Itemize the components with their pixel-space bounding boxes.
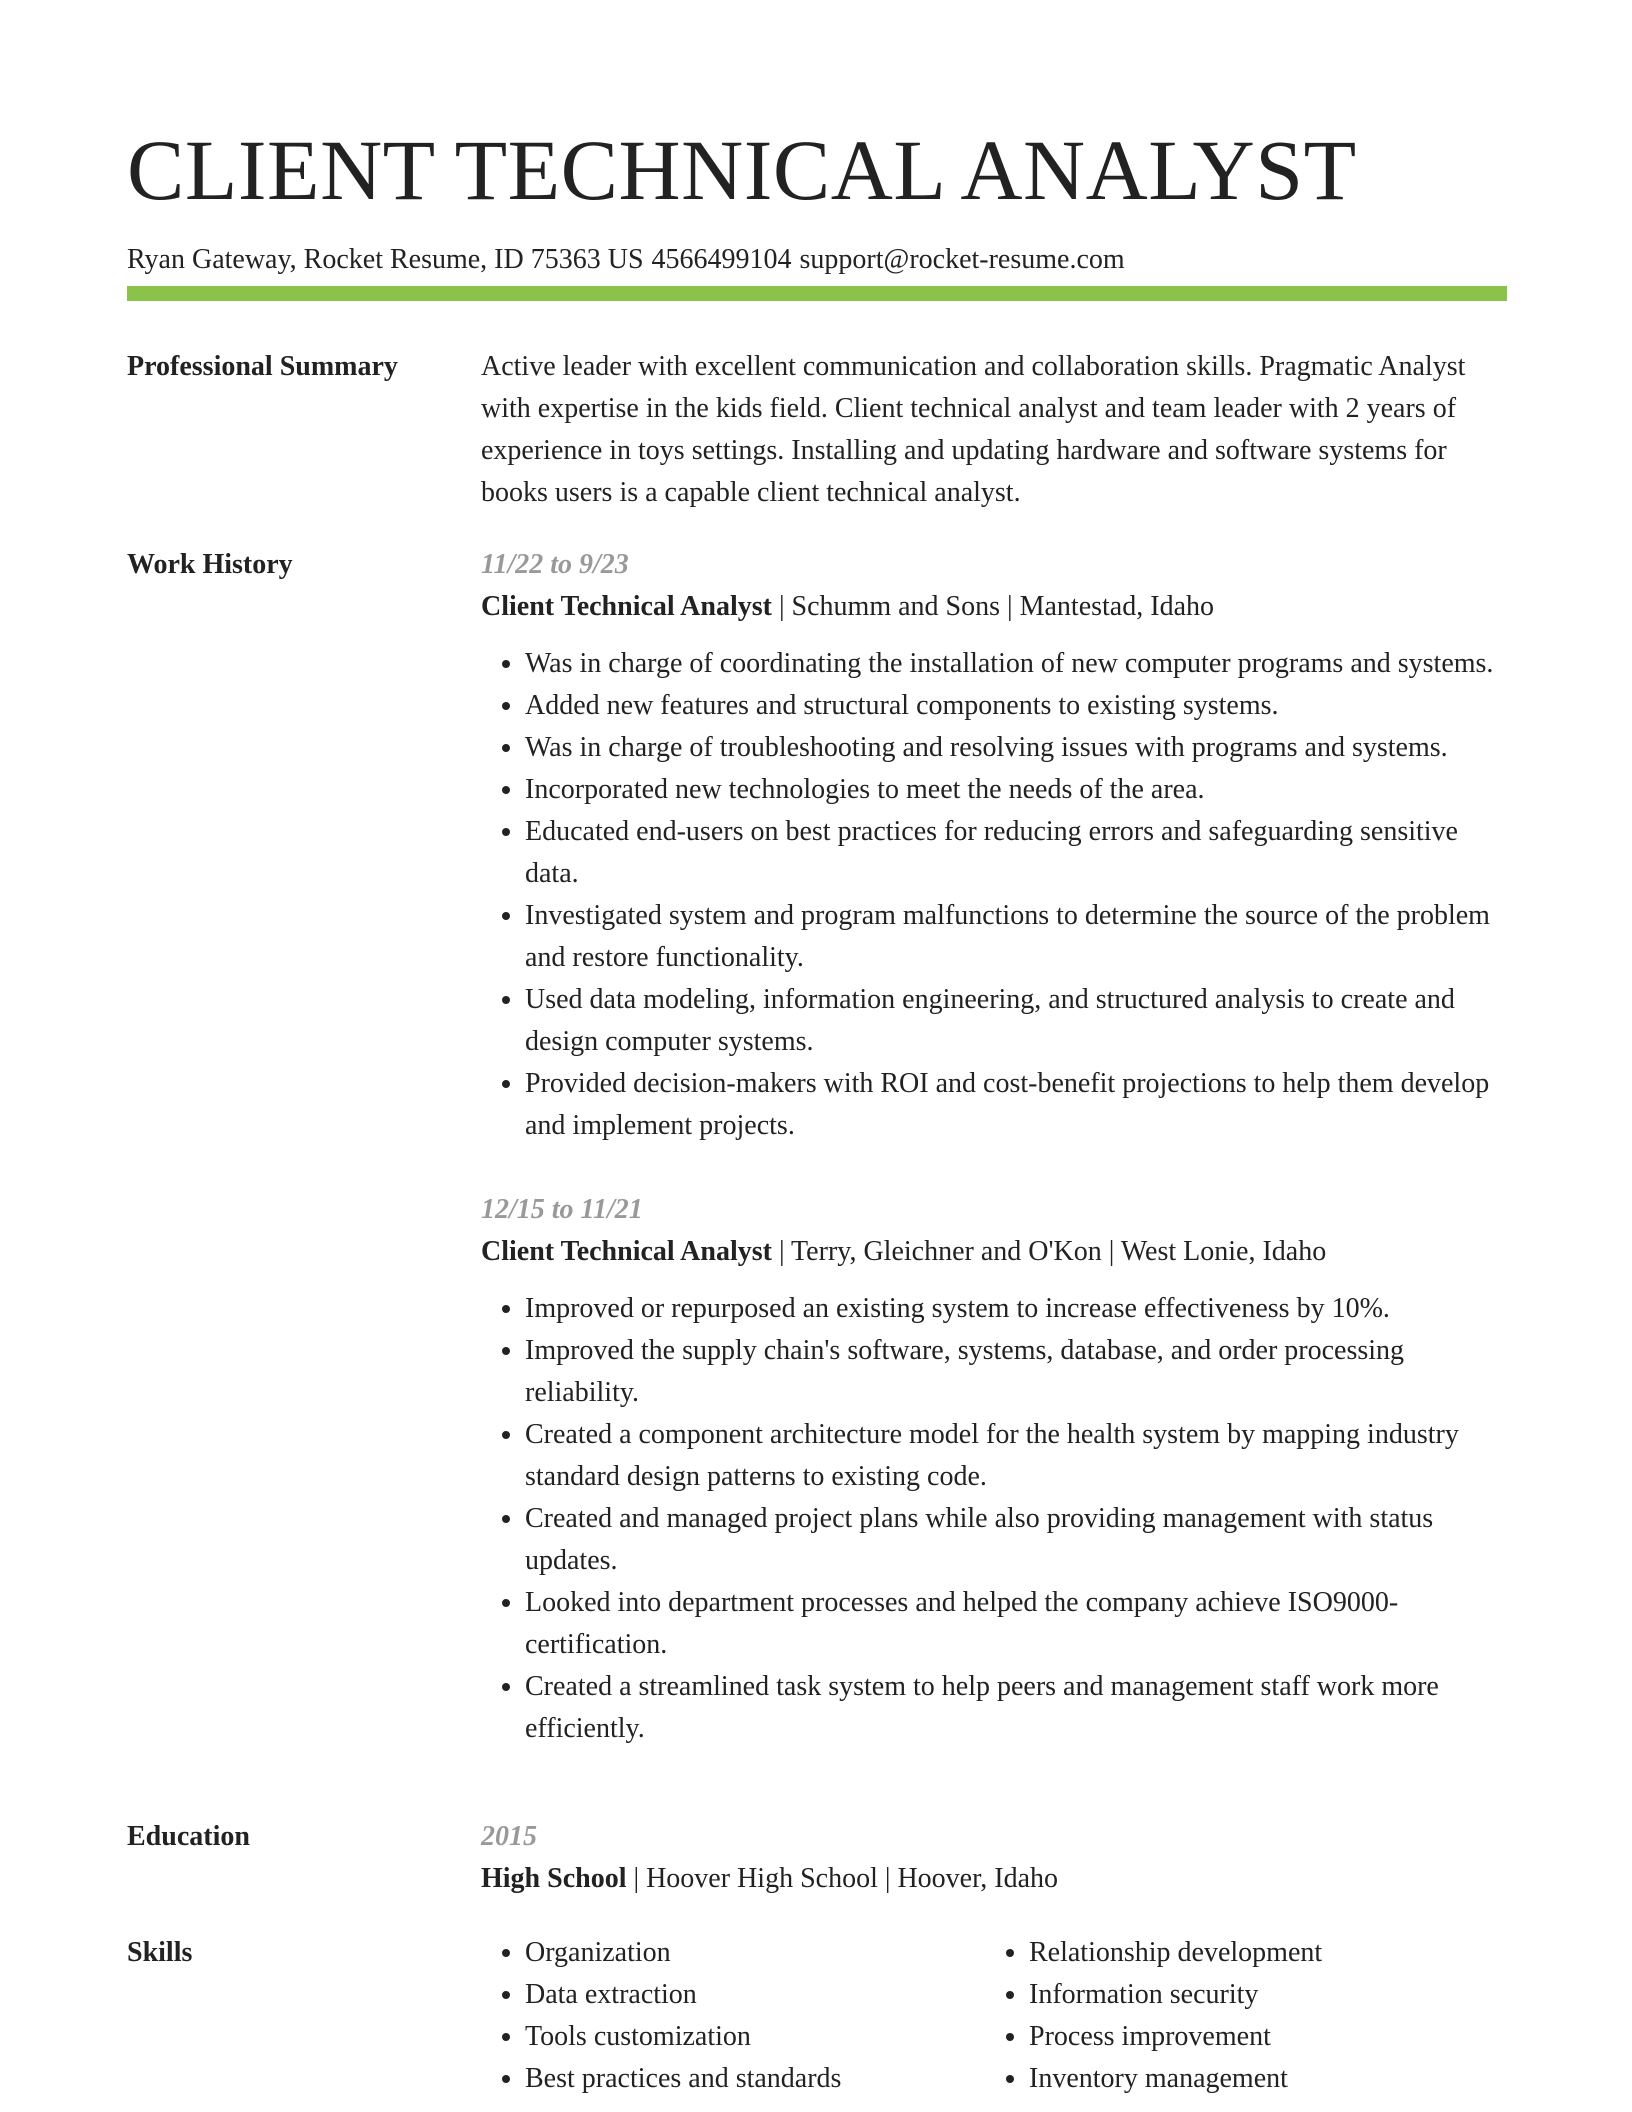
job-dates: 12/15 to 11/21 [481, 1194, 643, 1225]
contact-line [127, 242, 1507, 278]
skills-column [481, 1932, 985, 2100]
work-history-heading: Work History [127, 549, 293, 580]
education-section [127, 1816, 1507, 1900]
job-bullet: • Educated end-users on best practices for reducing errors and safeguarding sensitive data. [525, 811, 1507, 895]
job-bullet: • Investigated system and program malfunctions to determine the source of the problem and restore functionality. [525, 895, 1507, 979]
job-bullet: • Created and managed project plans while also providing management with status updates. [525, 1498, 1507, 1582]
skills-section [127, 1932, 1507, 2100]
education-line [481, 1858, 1507, 1900]
job-bullet: • Incorporated new technologies to meet the needs of the area. [525, 769, 1507, 811]
contact-email: support@rocket-resume.com [799, 244, 1125, 275]
job-bullet: • Was in charge of coordinating the installation of new computer programs and systems. [525, 643, 1507, 685]
skills-column [985, 1932, 1489, 2100]
job-bullets [481, 643, 1507, 1147]
job-dates: 11/22 to 9/23 [481, 549, 629, 580]
education-degree: High School [481, 1863, 627, 1894]
job-entry [481, 544, 1507, 1147]
job-bullet: • Was in charge of troubleshooting and resolving issues with programs and systems. [525, 727, 1507, 769]
job-title-line [481, 1231, 1507, 1273]
accent-rule [127, 286, 1507, 301]
job-entry [481, 1189, 1507, 1750]
job-title-line [481, 586, 1507, 628]
summary-section [127, 346, 1507, 514]
job-bullet: • Created a component architecture model for the health system by mapping industry standard design patterns to existing code. [525, 1414, 1507, 1498]
resume-header [127, 118, 1507, 278]
skill-item: • Information security [1029, 1974, 1489, 2016]
education-details: | Hoover High School | Hoover, Idaho [626, 1863, 1059, 1894]
contact-phone: 4566499104 [651, 244, 792, 275]
contact-name-address: Ryan Gateway, Rocket Resume, ID 75363 US [127, 244, 644, 275]
summary-heading: Professional Summary [127, 351, 398, 382]
job-details: | Terry, Gleichner and O'Kon | West Lonie, Idaho [771, 1236, 1327, 1267]
job-bullet: • Improved or repurposed an existing system to increase effectiveness by 10%. [525, 1288, 1507, 1330]
job-title: Client Technical Analyst [481, 591, 772, 622]
education-heading: Education [127, 1821, 250, 1852]
job-bullet: • Used data modeling, information engineering, and structured analysis to create and design computer systems. [525, 979, 1507, 1063]
skill-item: • Process improvement [1029, 2016, 1489, 2058]
job-bullets [481, 1288, 1507, 1750]
job-title: Client Technical Analyst [481, 1236, 772, 1267]
job-bullet: • Created a streamlined task system to help peers and management staff work more efficiently. [525, 1666, 1507, 1750]
resume-title: CLIENT TECHNICAL ANALYST [127, 122, 1357, 218]
skills-body [481, 1932, 1507, 2100]
job-bullet: • Looked into department processes and helped the company achieve ISO9000-certification. [525, 1582, 1507, 1666]
education-year: 2015 [481, 1821, 537, 1852]
skill-item: • Organization [525, 1932, 985, 1974]
job-bullet: • Provided decision-makers with ROI and cost-benefit projections to help them develop and implement projects. [525, 1063, 1507, 1147]
skill-item: • Relationship development [1029, 1932, 1489, 1974]
skill-item: • Best practices and standards [525, 2058, 985, 2100]
summary-text: Active leader with excellent communication and collaboration skills. Pragmatic Analyst with expertise in the kids field. Client technical analyst and team leader with 2 years of experience in toys settings. Installing and updating hardware and software systems for books users is a capable client technical analyst. [481, 351, 1466, 508]
education-body [481, 1816, 1507, 1900]
skill-item: • Tools customization [525, 2016, 985, 2058]
job-bullet: • Added new features and structural components to existing systems. [525, 685, 1507, 727]
job-details: | Schumm and Sons | Mantestad, Idaho [771, 591, 1214, 622]
job-bullet: • Improved the supply chain's software, systems, database, and order processing reliability. [525, 1330, 1507, 1414]
skill-item: • Inventory management [1029, 2058, 1489, 2100]
work-history-section [127, 544, 1507, 1750]
skill-item: • Data extraction [525, 1974, 985, 2016]
skills-heading: Skills [127, 1937, 193, 1968]
work-history-body [481, 544, 1507, 1750]
